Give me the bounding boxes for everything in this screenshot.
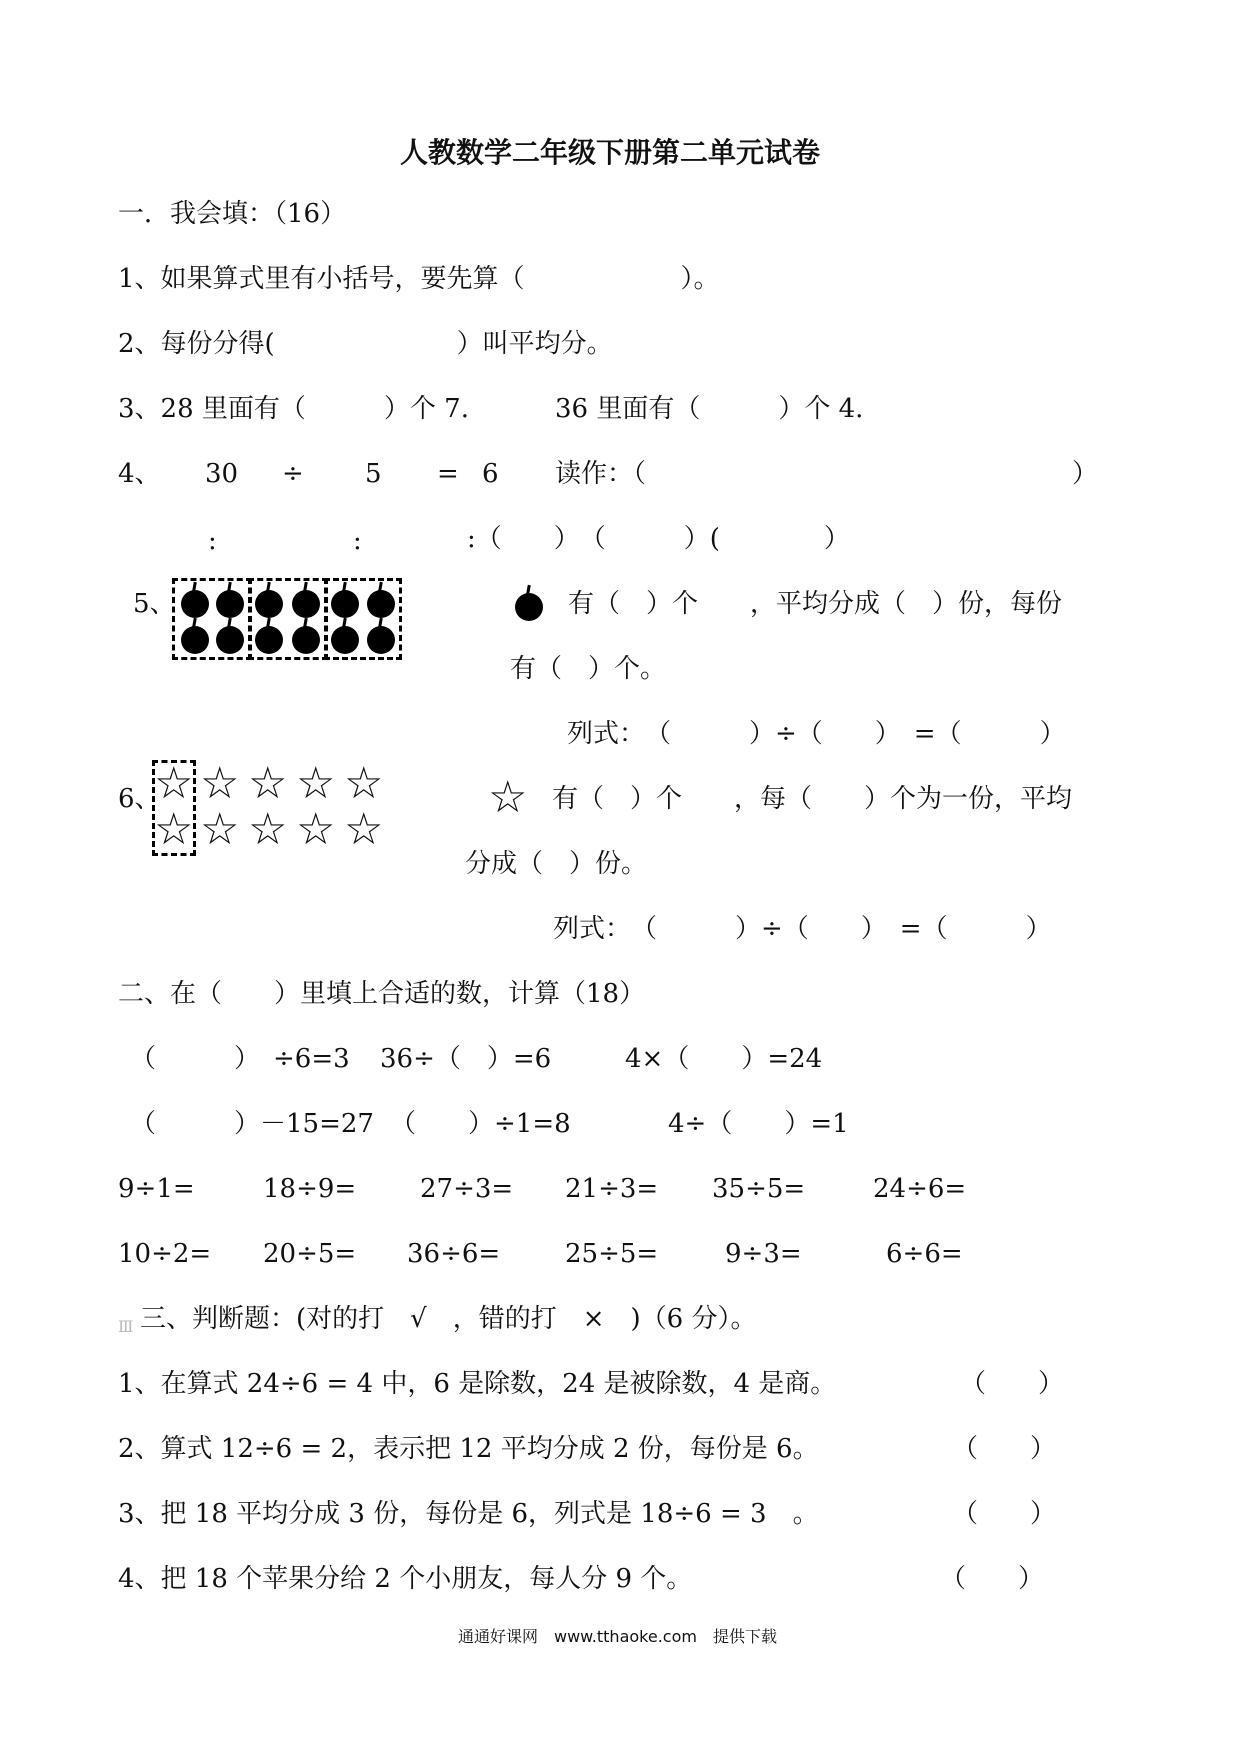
question-4-read-close: ） xyxy=(1072,459,1099,489)
apple-group-figure xyxy=(172,578,402,660)
question-3b: 36 里面有（ ）个 4. xyxy=(555,394,864,424)
question-6-text-line-2: 分成（ ）份。 xyxy=(465,849,648,879)
star-icon: ☆ xyxy=(200,758,240,809)
calc-item: 6÷6= xyxy=(886,1239,963,1269)
judge-item-1: 1、在算式 24÷6 = 4 中，6 是除数，24 是被除数，4 是商。 xyxy=(118,1369,837,1399)
fill-blank-4: （ ）－15=27 xyxy=(130,1109,374,1139)
calc-item: 35÷5= xyxy=(712,1174,806,1204)
question-4-dividend: 30 xyxy=(205,459,239,489)
apple-icon xyxy=(367,626,395,654)
question-5-label: 5、 xyxy=(133,589,176,619)
calc-item: 10÷2= xyxy=(118,1239,212,1269)
star-icon: ☆ xyxy=(296,758,336,809)
page-title: 人教数学二年级下册第二单元试卷 xyxy=(400,136,821,169)
star-icon: ☆ xyxy=(154,758,194,809)
section1-heading: 一．我会填：（16） xyxy=(118,199,347,229)
question-4-name-blanks: :（ ） （ ）( ） xyxy=(467,524,850,554)
judge-blank-3: （ ） xyxy=(952,1499,1057,1529)
question-6-text-line-1: 有（ ）个 ，每（ ）个为一份，平均 xyxy=(552,784,1073,814)
footer-source: 通通好课网 www.tthaoke.com 提供下载 xyxy=(458,1627,777,1646)
star-group-figure xyxy=(152,758,397,858)
question-4-operator: ÷ xyxy=(282,459,304,489)
calc-item: 36÷6= xyxy=(407,1239,501,1269)
apple-icon xyxy=(181,590,209,618)
question-1: 1、如果算式里有小括号，要先算（ ）。 xyxy=(118,264,720,294)
star-icon: ☆ xyxy=(344,804,384,855)
calc-item: 27÷3= xyxy=(420,1174,514,1204)
star-icon: ☆ xyxy=(200,804,240,855)
calc-item: 20÷5= xyxy=(263,1239,357,1269)
judge-blank-2: （ ） xyxy=(952,1434,1057,1464)
question-4-quotient: 6 xyxy=(482,459,499,489)
question-2: 2、每份分得( ）叫平均分。 xyxy=(118,329,613,359)
apple-icon xyxy=(331,590,359,618)
apple-icon xyxy=(216,590,244,618)
question-4-colon-1: : xyxy=(208,526,217,556)
fill-blank-6: 4÷（ ）=1 xyxy=(668,1109,849,1139)
question-3a: 3、28 里面有（ ）个 7. xyxy=(118,394,469,424)
star-icon: ☆ xyxy=(248,804,288,855)
question-4-label: 4、 xyxy=(118,459,161,489)
question-4-divisor: 5 xyxy=(365,459,382,489)
question-6-formula: 列式： （ ）÷（ ） =（ ） xyxy=(553,914,1052,944)
fill-blank-3: 4×（ ）=24 xyxy=(625,1044,823,1074)
apple-icon xyxy=(255,590,283,618)
apple-icon xyxy=(181,626,209,654)
fill-blank-5: （ ）÷1=8 xyxy=(390,1109,571,1139)
judge-item-3: 3、把 18 平均分成 3 份，每份是 6，列式是 18÷6 = 3 。 xyxy=(118,1499,819,1529)
question-5-text-line-1: 有（ ）个 ，平均分成（ ）份，每份 xyxy=(568,589,1063,619)
apple-icon xyxy=(216,626,244,654)
judge-item-4: 4、把 18 个苹果分给 2 个小朋友，每人分 9 个。 xyxy=(118,1564,693,1594)
star-icon: ☆ xyxy=(344,758,384,809)
question-6-label: 6、 xyxy=(118,784,161,814)
calc-item: 24÷6= xyxy=(873,1174,967,1204)
question-4-read-as: 读作：（ xyxy=(555,459,647,489)
apple-icon xyxy=(331,626,359,654)
apple-icon xyxy=(255,626,283,654)
question-5-text-line-2: 有（ ）个。 xyxy=(510,654,667,684)
question-5-formula: 列式： （ ）÷（ ） =（ ） xyxy=(567,719,1066,749)
section3-heading: 三、判断题：(对的打 √ ，错的打 × )（6 分）。 xyxy=(140,1304,757,1334)
judge-item-2: 2、算式 12÷6 = 2，表示把 12 平均分成 2 份，每份是 6。 xyxy=(118,1434,819,1464)
calc-item: 25÷5= xyxy=(565,1239,659,1269)
calc-item: 21÷3= xyxy=(565,1174,659,1204)
judge-blank-1: （ ） xyxy=(960,1369,1065,1399)
fill-blank-1: （ ） ÷6=3 xyxy=(130,1044,350,1074)
judge-blank-4: （ ） xyxy=(940,1564,1045,1594)
fill-blank-2: 36÷（ ）=6 xyxy=(380,1044,552,1074)
apple-icon xyxy=(292,590,320,618)
star-icon: ☆ xyxy=(488,772,528,823)
apple-icon xyxy=(515,593,543,621)
apple-icon xyxy=(292,626,320,654)
calc-item: 18÷9= xyxy=(263,1174,357,1204)
question-4-colon-2: : xyxy=(353,526,362,556)
section3-mark: Ⅲ xyxy=(118,1317,134,1336)
calc-item: 9÷3= xyxy=(725,1239,802,1269)
question-4-equals: = xyxy=(437,459,459,489)
star-icon: ☆ xyxy=(248,758,288,809)
apple-icon xyxy=(367,590,395,618)
star-icon: ☆ xyxy=(296,804,336,855)
star-icon: ☆ xyxy=(154,804,194,855)
section2-heading: 二、在（ ）里填上合适的数，计算（18） xyxy=(118,979,646,1009)
calc-item: 9÷1= xyxy=(118,1174,195,1204)
